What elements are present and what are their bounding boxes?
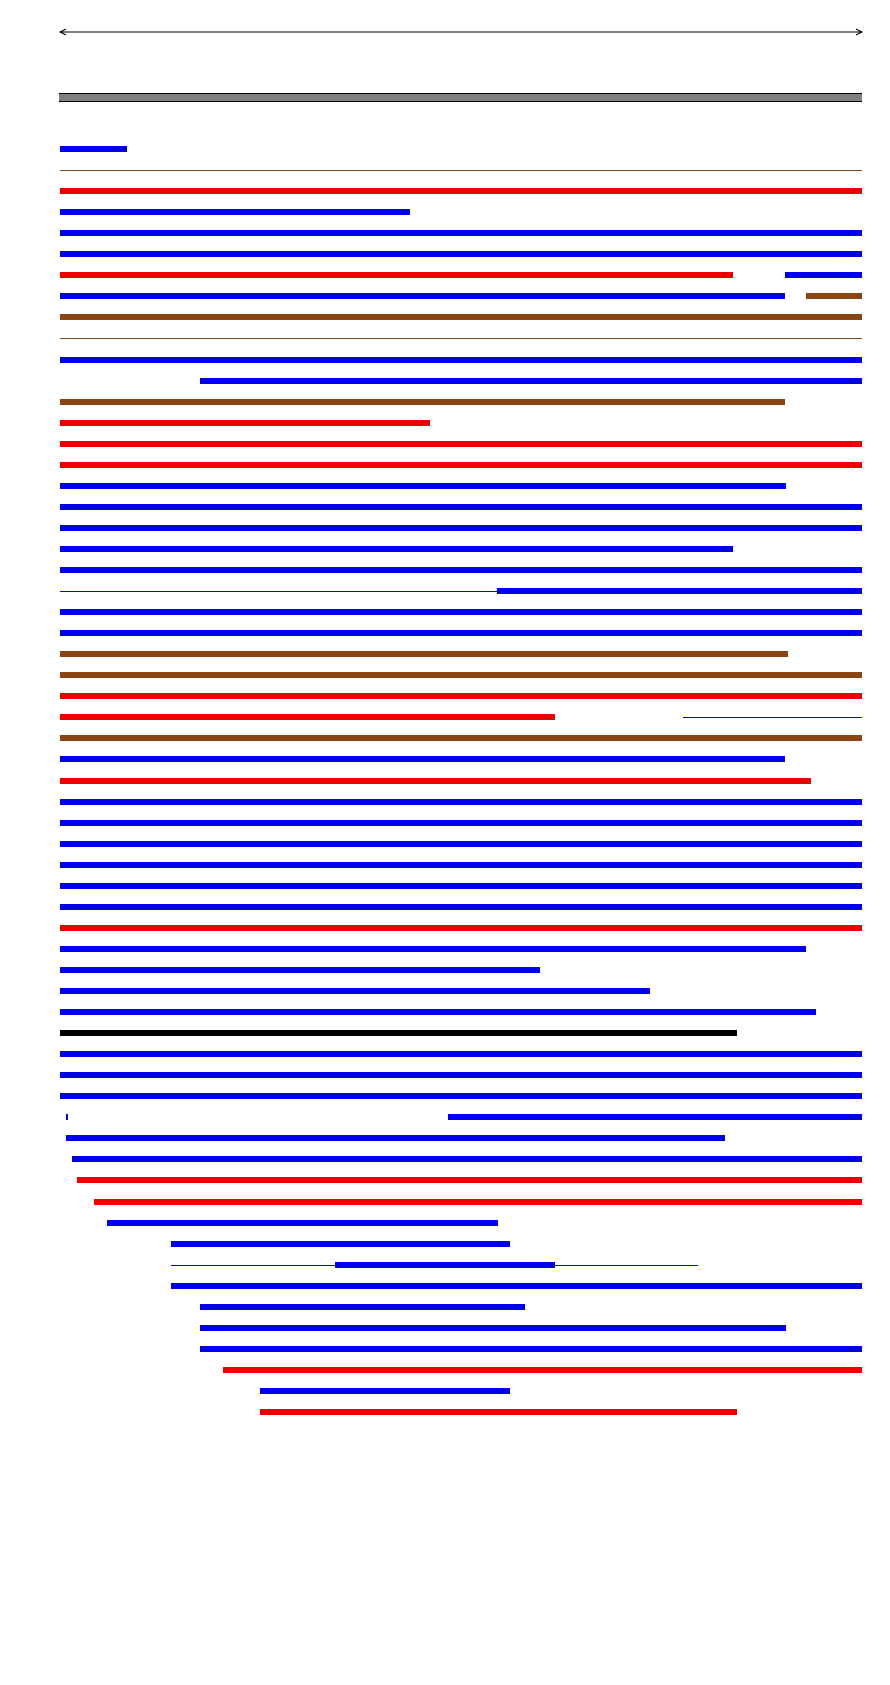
variant-feature-gain[interactable] <box>60 1093 862 1099</box>
variant-feature-gain[interactable] <box>60 483 786 489</box>
variant-feature-complex[interactable] <box>806 293 862 299</box>
variant-feature-gain[interactable] <box>200 378 862 384</box>
variant-feature-gain[interactable] <box>60 209 410 215</box>
variant-feature-complex[interactable] <box>60 399 785 405</box>
variant-feature-gain[interactable] <box>60 504 862 510</box>
variant-feature-loss[interactable] <box>60 272 733 278</box>
variant-feature-complex[interactable] <box>60 338 862 339</box>
variant-feature-thick[interactable] <box>335 1262 555 1268</box>
variant-feature-gain[interactable] <box>60 1072 862 1078</box>
variant-feature-gain[interactable] <box>171 1241 510 1247</box>
variant-feature-gain[interactable] <box>785 272 862 278</box>
variant-feature-thick[interactable] <box>497 588 862 594</box>
variant-feature-loss[interactable] <box>60 441 862 447</box>
variant-feature-gain[interactable] <box>683 717 862 718</box>
variant-feature-complex[interactable] <box>60 735 862 741</box>
variant-feature-gain[interactable] <box>60 546 733 552</box>
variant-feature-gain[interactable] <box>60 841 862 847</box>
variant-feature-gain[interactable] <box>60 630 862 636</box>
variant-feature-loss[interactable] <box>60 778 811 784</box>
variant-feature-gain[interactable] <box>60 988 650 994</box>
variant-feature-gain[interactable] <box>60 1009 816 1015</box>
cytoband-17q12[interactable] <box>59 93 862 102</box>
variant-feature-loss[interactable] <box>60 462 862 468</box>
variant-feature-loss[interactable] <box>260 1409 737 1415</box>
variant-feature-gain[interactable] <box>200 1304 525 1310</box>
variant-feature-gain[interactable] <box>60 251 862 257</box>
variant-feature-gain[interactable] <box>60 230 862 236</box>
variant-feature-gain[interactable] <box>66 1114 68 1120</box>
variant-feature-loss[interactable] <box>60 714 555 720</box>
variant-feature-gain[interactable] <box>200 1346 862 1352</box>
variant-feature-complex[interactable] <box>60 672 862 678</box>
variant-feature-complex[interactable] <box>60 314 862 320</box>
variant-feature-loss[interactable] <box>60 420 430 426</box>
variant-feature-gain[interactable] <box>72 1156 862 1162</box>
variant-feature-gain[interactable] <box>60 799 862 805</box>
variant-feature-gain[interactable] <box>60 756 785 762</box>
variant-feature-gain[interactable] <box>60 357 862 363</box>
ruler <box>0 24 890 46</box>
variant-feature-loss[interactable] <box>77 1177 862 1183</box>
variant-feature-gain[interactable] <box>60 525 862 531</box>
variant-feature-gain[interactable] <box>60 1051 862 1057</box>
variant-feature-gain[interactable] <box>60 293 785 299</box>
variant-feature-gain[interactable] <box>60 946 806 952</box>
variant-feature-loss[interactable] <box>60 188 862 194</box>
variant-feature-loss[interactable] <box>60 693 862 699</box>
variant-feature-gain[interactable] <box>60 904 862 910</box>
variant-feature-gain[interactable] <box>448 1114 862 1120</box>
variant-feature-complex[interactable] <box>60 170 862 171</box>
variant-feature-gain[interactable] <box>107 1220 498 1226</box>
variant-feature-gain[interactable] <box>60 609 862 615</box>
variant-feature-loss[interactable] <box>94 1199 862 1205</box>
variant-feature-loss[interactable] <box>223 1367 862 1373</box>
variant-feature-gain[interactable] <box>200 1325 786 1331</box>
variant-feature-gain[interactable] <box>60 820 862 826</box>
variant-feature-gain[interactable] <box>60 883 862 889</box>
variant-feature-unknown[interactable] <box>60 1030 737 1036</box>
variant-feature-gain[interactable] <box>171 1283 862 1289</box>
variant-feature-gain[interactable] <box>66 1135 725 1141</box>
variant-feature-complex[interactable] <box>60 651 788 657</box>
variant-feature-gain[interactable] <box>60 146 127 152</box>
variant-feature-gain[interactable] <box>60 567 862 573</box>
variant-feature-gain[interactable] <box>260 1388 510 1394</box>
variant-feature-loss[interactable] <box>60 925 862 931</box>
variant-feature-gain[interactable] <box>60 862 862 868</box>
variant-feature-gain[interactable] <box>60 967 540 973</box>
